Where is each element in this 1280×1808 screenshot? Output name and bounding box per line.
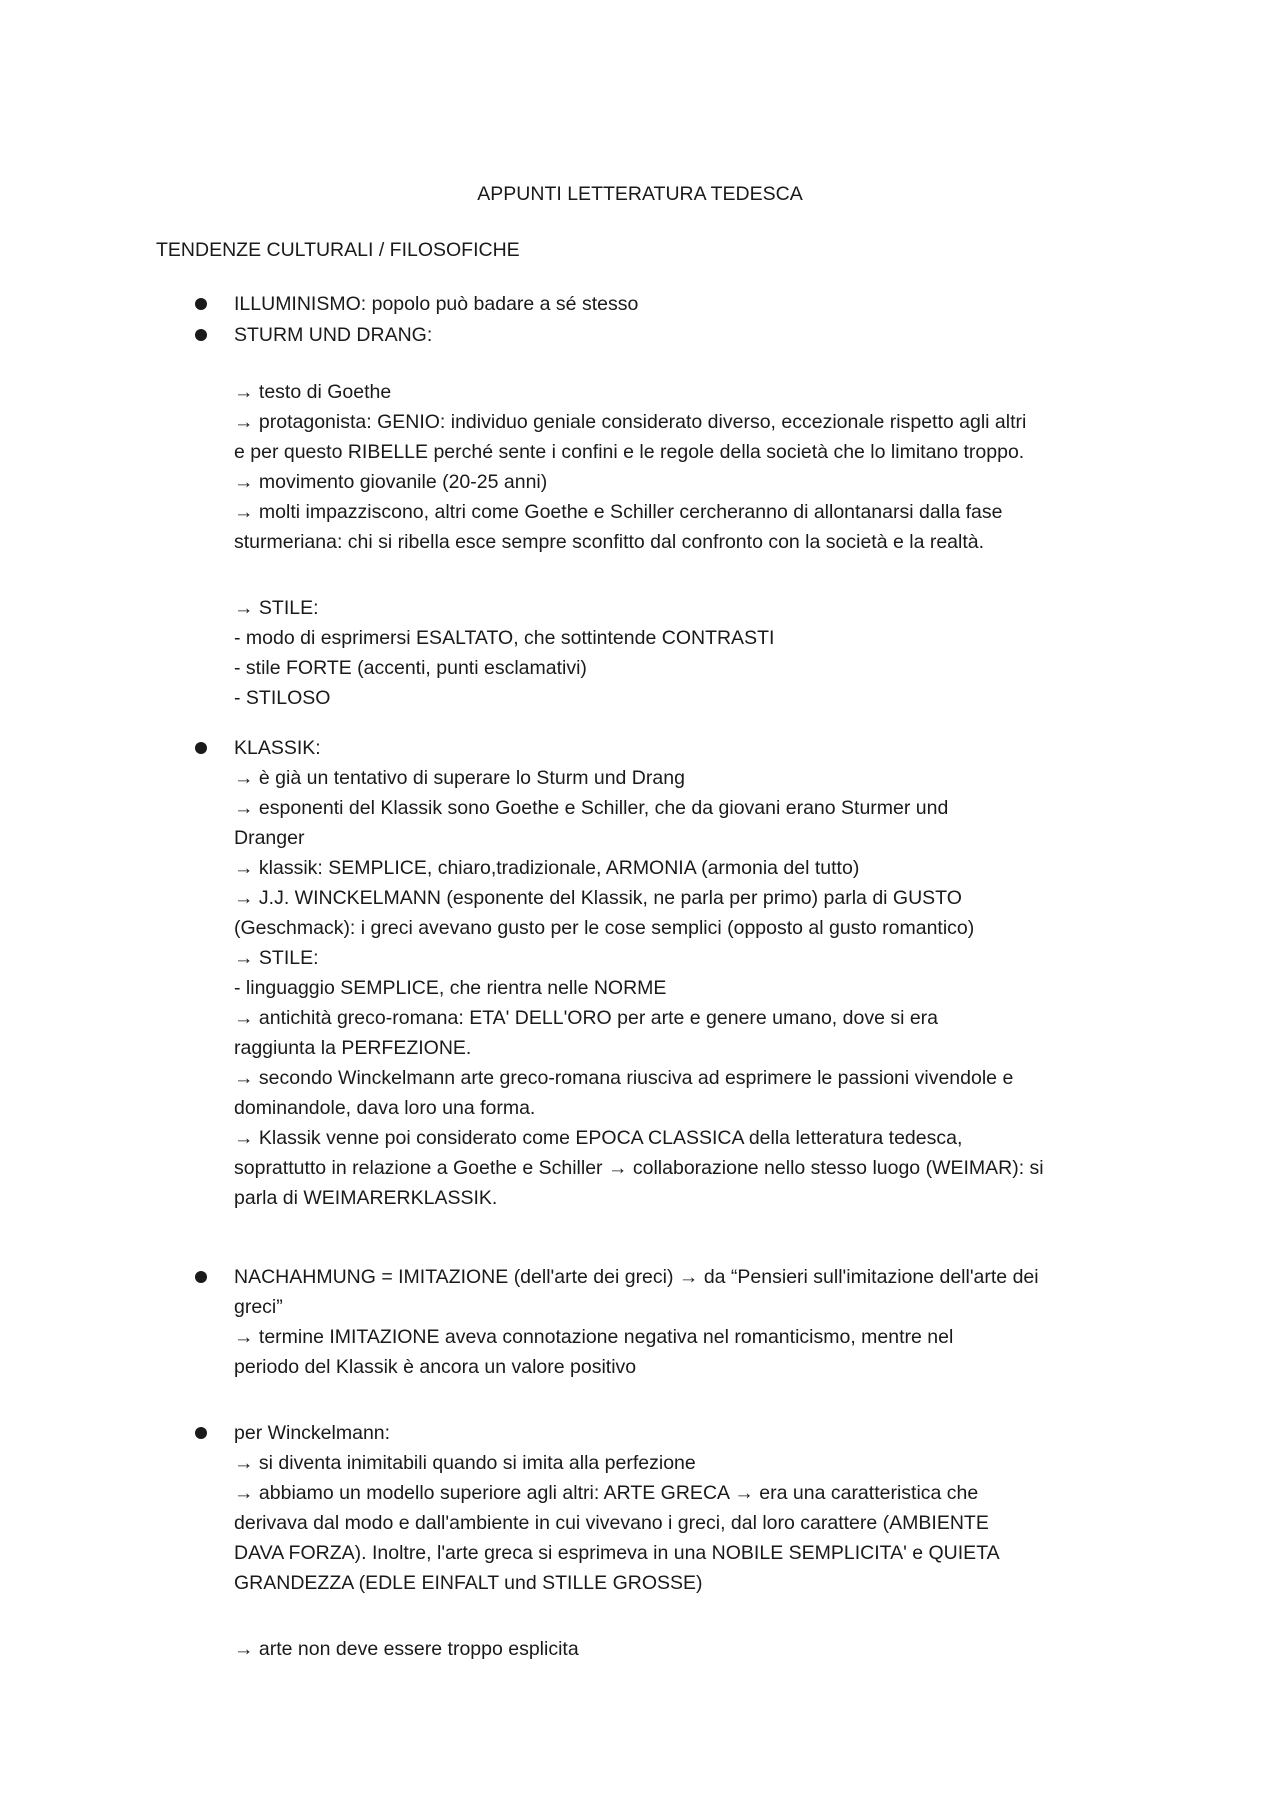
bullet-text: ILLUMINISMO: popolo può badare a sé stesso: [234, 293, 639, 315]
bullet-illuminismo: [234, 289, 1134, 319]
page-title: APPUNTI LETTERATURA TEDESCA: [477, 183, 803, 205]
note-line: → antichità greco-romana: ETA' DELL'ORO per arte e genere umano, dove si era: [234, 1007, 939, 1029]
note-line: NACHAHMUNG = IMITAZIONE (dell'arte dei greci) → da “Pensieri sull'imitazione dell'arte dei: [234, 1266, 1039, 1288]
note-line: → arte non deve essere troppo esplicita: [234, 1638, 579, 1660]
note-line: per Winckelmann:: [234, 1422, 391, 1444]
note-line: → si diventa inimitabili quando si imita alla perfezione: [234, 1452, 696, 1474]
note-line: → abbiamo un modello superiore agli altri: ARTE GRECA → era una caratteristica che: [234, 1482, 979, 1504]
note-line: sturmeriana: chi si ribella esce sempre sconfitto dal confronto con la società e la realtà.: [234, 531, 985, 553]
note-line: → J.J. WINCKELMANN (esponente del Klassik, ne parla per primo) parla di GUSTO: [234, 887, 962, 909]
note-line: → movimento giovanile (20-25 anni): [234, 471, 548, 493]
sturm-notes: [234, 377, 1134, 557]
bullet-dot: [195, 1427, 207, 1439]
note-line: GRANDEZZA (EDLE EINFALT und STILLE GROSSE): [234, 1572, 703, 1594]
note-line: → Klassik venne poi considerato come EPOCA CLASSICA della letteratura tedesca,: [234, 1127, 963, 1149]
note-line: dominandole, dava loro una forma.: [234, 1097, 536, 1119]
note-line: → klassik: SEMPLICE, chiaro,tradizionale, ARMONIA (armonia del tutto): [234, 857, 860, 879]
note-line: - stile FORTE (accenti, punti esclamativi): [234, 657, 587, 679]
note-line: raggiunta la PERFEZIONE.: [234, 1037, 472, 1059]
note-line: → testo di Goethe: [234, 381, 392, 403]
final-note: [234, 1634, 1134, 1664]
section-heading: TENDENZE CULTURALI / FILOSOFICHE: [156, 239, 520, 261]
bullet-dot: [195, 298, 207, 310]
note-line: → protagonista: GENIO: individuo geniale considerato diverso, eccezionale rispetto agli altri: [234, 411, 1027, 433]
note-line: → è già un tentativo di superare lo Sturm und Drang: [234, 767, 685, 789]
note-line: → termine IMITAZIONE aveva connotazione negativa nel romanticismo, mentre nel: [234, 1326, 954, 1348]
note-line: - linguaggio SEMPLICE, che rientra nelle NORME: [234, 977, 667, 999]
note-line: e per questo RIBELLE perché sente i confini e le regole della società che lo limitano troppo.: [234, 441, 1025, 463]
note-line: - STILOSO: [234, 687, 331, 709]
sturm-stile-notes: [234, 593, 1134, 713]
note-line: → secondo Winckelmann arte greco-romana riusciva ad esprimere le passioni vivendole e: [234, 1067, 1014, 1089]
bullet-dot: [195, 329, 207, 341]
bullet-text: STURM UND DRANG:: [234, 324, 433, 346]
note-line: parla di WEIMARERKLASSIK.: [234, 1187, 498, 1209]
note-line: soprattutto in relazione a Goethe e Schiller → collaborazione nello stesso luogo (WEIMAR): si: [234, 1157, 1044, 1179]
note-line: → molti impazziscono, altri come Goethe e Schiller cercheranno di allontanarsi dalla fase: [234, 501, 1003, 523]
note-line: Dranger: [234, 827, 305, 849]
note-line: → STILE:: [234, 597, 319, 619]
note-line: derivava dal modo e dall'ambiente in cui vivevano i greci, dal loro carattere (AMBIENTE: [234, 1512, 989, 1534]
note-line: greci”: [234, 1296, 283, 1318]
note-line: (Geschmack): i greci avevano gusto per le cose semplici (opposto al gusto romantico): [234, 917, 975, 939]
bullet-sturm-und-drang: [234, 320, 1134, 350]
bullet-winckelmann: [234, 1418, 1134, 1598]
bullet-klassik: [234, 733, 1134, 1213]
note-line: → esponenti del Klassik sono Goethe e Schiller, che da giovani erano Sturmer und: [234, 797, 949, 819]
note-line: DAVA FORZA). Inoltre, l'arte greca si esprimeva in una NOBILE SEMPLICITA' e QUIETA: [234, 1542, 1000, 1564]
bullet-dot: [195, 742, 207, 754]
bullet-nachahmung: [234, 1262, 1134, 1382]
bullet-dot: [195, 1271, 207, 1283]
note-line: → STILE:: [234, 947, 319, 969]
bullet-text: KLASSIK:: [234, 737, 321, 759]
note-line: periodo del Klassik è ancora un valore positivo: [234, 1356, 637, 1378]
note-line: - modo di esprimersi ESALTATO, che sottintende CONTRASTI: [234, 627, 775, 649]
